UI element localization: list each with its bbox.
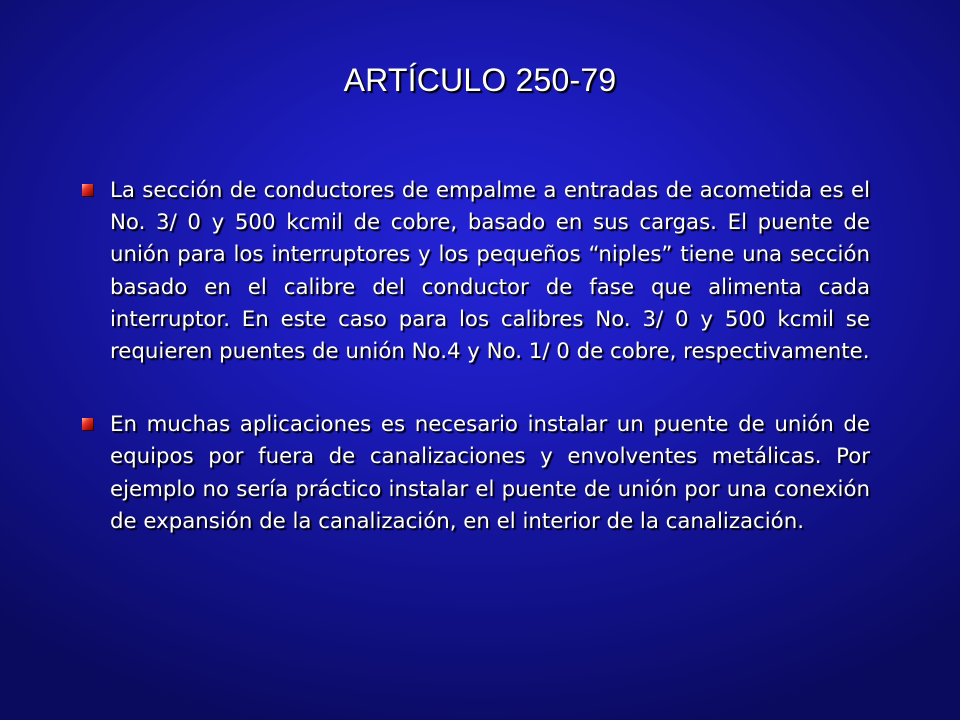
square-bullet-icon [82,184,93,196]
bullet-text: La sección de conductores de empalme a entradas de acometida es el No. 3/ 0 y 500 kcmil de cobre, basado en sus cargas. El puente de unión para los interruptores y los pequeños “niples” tiene una sección basado en el calibre del conductor de fase que alimenta cada interruptor. En este caso para los calibres No. 3/ 0 y 500 kcmil se requieren puentes de unión No.4 y No. 1/ 0 de cobre, respectivamente. [110,178,870,365]
bullet-item [78,409,870,538]
square-bullet-icon [82,418,93,430]
slide-title: ARTÍCULO 250-79 [343,62,617,98]
bullet-text: En muchas aplicaciones es necesario instalar un puente de unión de equipos por fuera de canalizaciones y envolventes metálicas. Por ejemplo no sería práctico instalar el puente de unión por una conexión de expansión de la canalización, en el interior de la canalización. [110,412,870,534]
bullet-list [78,175,870,538]
bullet-item [78,175,870,368]
